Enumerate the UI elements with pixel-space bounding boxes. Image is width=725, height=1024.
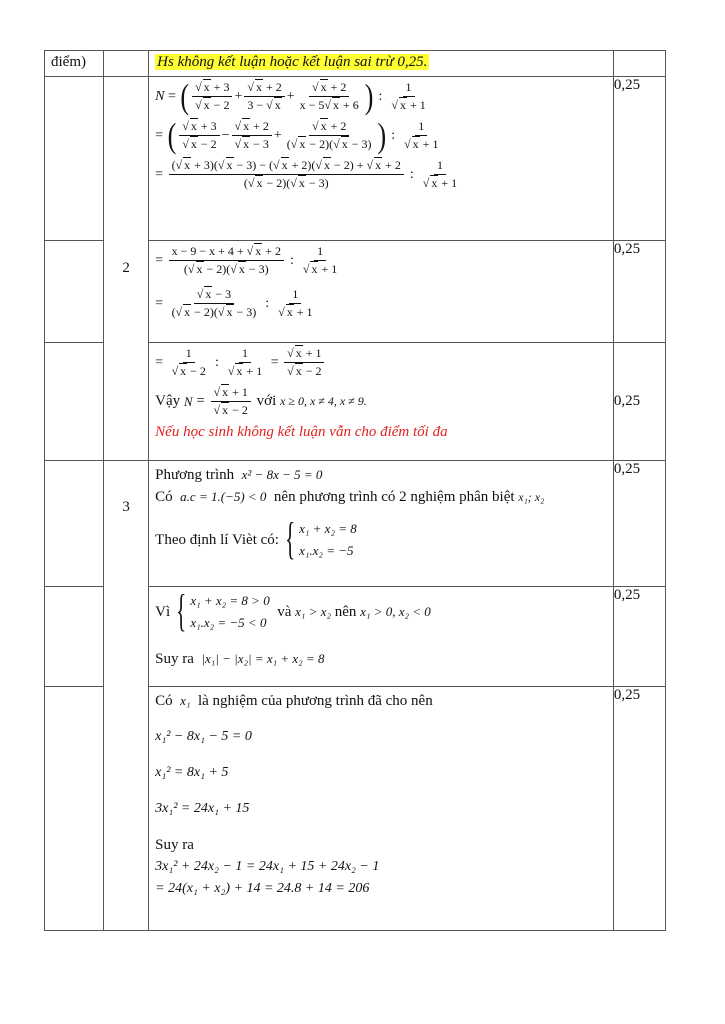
question-label-cell <box>45 343 104 461</box>
step-simplify-n <box>149 77 613 194</box>
step-signs: Vì { x₁ + x₂ = 8 > 0 x₁.x₂ = −5 < 0 và x₁ > x₂ nên x₁ > 0, x₂ < 0 Suy ra |x₁| − |x₂| = x₁ + x₂ = 8 <box>155 586 431 667</box>
solution-cell <box>149 687 614 931</box>
solution-cell <box>149 461 614 587</box>
part-number-3: 3 <box>122 499 130 515</box>
score-value: 0,25 <box>613 393 641 409</box>
deduction-note: Hs không kết luận hoặc kết luận sai trừ 0,25. <box>157 54 428 70</box>
score-value: 0,25 <box>613 77 641 93</box>
score-cell <box>613 343 665 461</box>
question-label-cell <box>45 77 104 241</box>
domain-condition: x ≥ 0, x ≠ 4, x ≠ 9. <box>280 394 367 408</box>
part-number-cell <box>104 461 149 931</box>
score-cell <box>613 687 665 931</box>
part-number-2: 2 <box>122 260 130 276</box>
step-combine <box>149 241 613 323</box>
step-conclude <box>149 343 613 444</box>
question-label-cell <box>45 241 104 343</box>
score-cell <box>613 51 665 77</box>
part-cell <box>104 51 149 77</box>
solution-cell <box>149 343 614 461</box>
score-value: 0,25 <box>613 687 641 703</box>
formula-line: = $\frac{x - 9 - x + 4 + √ x + 2}{(√ x - 2)(√ x - 3)}$ : $\frac{1}{√ x + 1}$ <box>155 244 338 276</box>
conclusion-line: Vậy N = $\frac{√ x + 1}{√ x - 2}$ với x ≥ 0, x ≠ 4, x ≠ 9. <box>155 385 367 417</box>
table-row <box>45 51 666 77</box>
formula-line: = ( $\frac{√ x + 3}{√ x - 2}$ − $\frac{√ x + 2}{√ x - 3}$ + $\frac{√ x + 2}{(√ x - 2)(√ x - 3)}$ ) : $\frac{1}{√ x + 1}$ <box>155 115 439 155</box>
solution-cell <box>149 241 614 343</box>
score-value: 0,25 <box>613 461 641 477</box>
step-discriminant: Phương trình x² − 8x − 5 = 0 Có a.c = 1.(−5) < 0 nên phương trình có 2 nghiệm phân biệt x₁; x₂ Theo định lí Vièt có: { x₁ + x₂ = 8 x₁.x₂ = −5 <box>155 466 545 564</box>
score-value: 0,25 <box>613 587 641 603</box>
score-value: 0,25 <box>613 241 641 257</box>
table-row <box>45 461 666 587</box>
score-cell <box>613 241 665 343</box>
formula-line: = $\frac{1}{√ x - 2}$ : $\frac{1}{√ x + 1}$ = $\frac{√ x + 1}{√ x - 2}$ <box>155 346 607 379</box>
score-cell <box>613 77 665 241</box>
question-label-cell <box>45 587 104 687</box>
solution-cell <box>149 77 614 241</box>
question-label-cell <box>45 461 104 587</box>
question-label-cell: điểm) <box>45 51 104 77</box>
step-evaluate: Có x₁ là nghiệm của phương trình đã cho nên x₁² − 8x₁ − 5 = 0 x₁² = 8x₁ + 5 3x₁² = 24x₁ + 15 Suy ra 3x₁² + 24x₂ − 1 = 24x₁ + 15 + 24x₂ − 1 = 24(x₁ + x₂) + 14 = 24.8 + 14 = 206 <box>155 692 433 896</box>
table-row <box>45 77 666 241</box>
score-cell <box>613 587 665 687</box>
formula-line: = $\frac{√ x - 3}{(√ x - 2)(√ x - 3)}$ : $\frac{1}{√ x + 1}$ <box>155 287 313 319</box>
answer-key-table <box>44 50 666 931</box>
solution-cell <box>149 587 614 687</box>
part-number-cell <box>104 77 149 461</box>
formula-line: N = ( $\frac{√ x + 3}{√ x - 2}$ + $\frac{√ x + 2}{3 - √ x}$ + $\frac{√ x + 2}{x - 5√ x + 6}$ ) : $\frac{1}{√ x + 1}$ <box>155 76 426 116</box>
note-cell <box>149 51 614 77</box>
score-cell <box>613 461 665 587</box>
formula-line: = $\frac{(√ x + 3)(√ x - 3) - (√ x + 2)(√ x - 2) + √ x + 2}{(√ x - 2)(√ x - 3)}$ : $\frac{1}{√ x + 1}$ <box>155 158 458 190</box>
grading-note: Nếu học sinh không kết luận vẫn cho điểm tối đa <box>155 424 448 440</box>
question-label-cell <box>45 687 104 931</box>
